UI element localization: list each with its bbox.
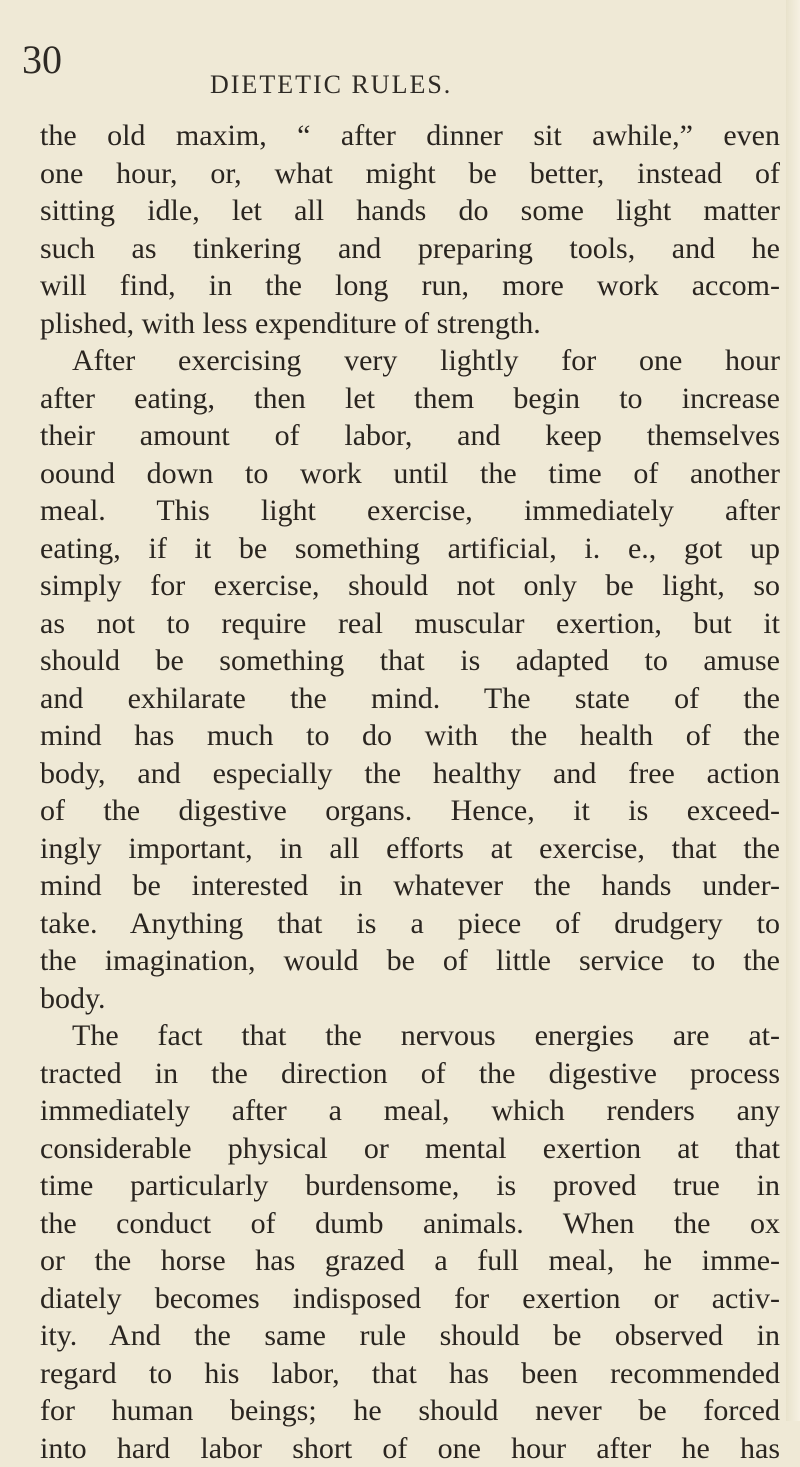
text-line: oound down to work until the time of another bbox=[40, 455, 780, 493]
text-line: considerable physical or mental exertion at that bbox=[40, 1130, 780, 1168]
text-line: will find, in the long run, more work accom- bbox=[40, 267, 780, 305]
text-line: regard to his labor, that has been recommended bbox=[40, 1355, 780, 1393]
running-head: DIETETIC RULES. bbox=[210, 70, 452, 100]
text-line: for human beings; he should never be forced bbox=[40, 1392, 780, 1430]
text-line: sitting idle, let all hands do some light matter bbox=[40, 192, 780, 230]
text-line: ingly important, in all efforts at exercise, that the bbox=[40, 830, 780, 868]
text-line: the imagination, would be of little service to the bbox=[40, 942, 780, 980]
text-line: after eating, then let them begin to increase bbox=[40, 380, 780, 418]
text-line: ity. And the same rule should be observed in bbox=[40, 1317, 780, 1355]
text-line: mind be interested in whatever the hands under- bbox=[40, 867, 780, 905]
paragraph-start-line: After exercising very lightly for one hour bbox=[40, 342, 780, 380]
paragraph-start-line: The fact that the nervous energies are at- bbox=[40, 1017, 780, 1055]
text-line: one hour, or, what might be better, instead of bbox=[40, 155, 780, 193]
text-line: into hard labor short of one hour after he has bbox=[40, 1430, 780, 1467]
text-line: meal. This light exercise, immediately after bbox=[40, 492, 780, 530]
text-line: immediately after a meal, which renders any bbox=[40, 1092, 780, 1130]
text-line: eating, if it be something artificial, i. e., got up bbox=[40, 530, 780, 568]
text-line: time particularly burdensome, is proved true in bbox=[40, 1167, 780, 1205]
page-number: 30 bbox=[22, 40, 62, 80]
text-line: as not to require real muscular exertion, but it bbox=[40, 605, 780, 643]
text-line: mind has much to do with the health of the bbox=[40, 717, 780, 755]
body-text bbox=[40, 117, 780, 1467]
text-line: tracted in the direction of the digestive process bbox=[40, 1055, 780, 1093]
text-line: the old maxim, “ after dinner sit awhile,” even bbox=[40, 117, 780, 155]
text-line: plished, with less expenditure of strength. bbox=[40, 305, 780, 343]
text-line: simply for exercise, should not only be light, so bbox=[40, 567, 780, 605]
text-line: of the digestive organs. Hence, it is exceed- bbox=[40, 792, 780, 830]
text-line: such as tinkering and preparing tools, and he bbox=[40, 230, 780, 268]
text-line: body, and especially the healthy and free action bbox=[40, 755, 780, 793]
text-line: or the horse has grazed a full meal, he imme- bbox=[40, 1242, 780, 1280]
page-edge bbox=[786, 0, 800, 1421]
text-line: the conduct of dumb animals. When the ox bbox=[40, 1205, 780, 1243]
text-line: body. bbox=[40, 980, 780, 1018]
text-line: take. Anything that is a piece of drudgery to bbox=[40, 905, 780, 943]
text-line: and exhilarate the mind. The state of the bbox=[40, 680, 780, 718]
text-line: should be something that is adapted to amuse bbox=[40, 642, 780, 680]
text-line: their amount of labor, and keep themselves bbox=[40, 417, 780, 455]
text-line: diately becomes indisposed for exertion or activ- bbox=[40, 1280, 780, 1318]
